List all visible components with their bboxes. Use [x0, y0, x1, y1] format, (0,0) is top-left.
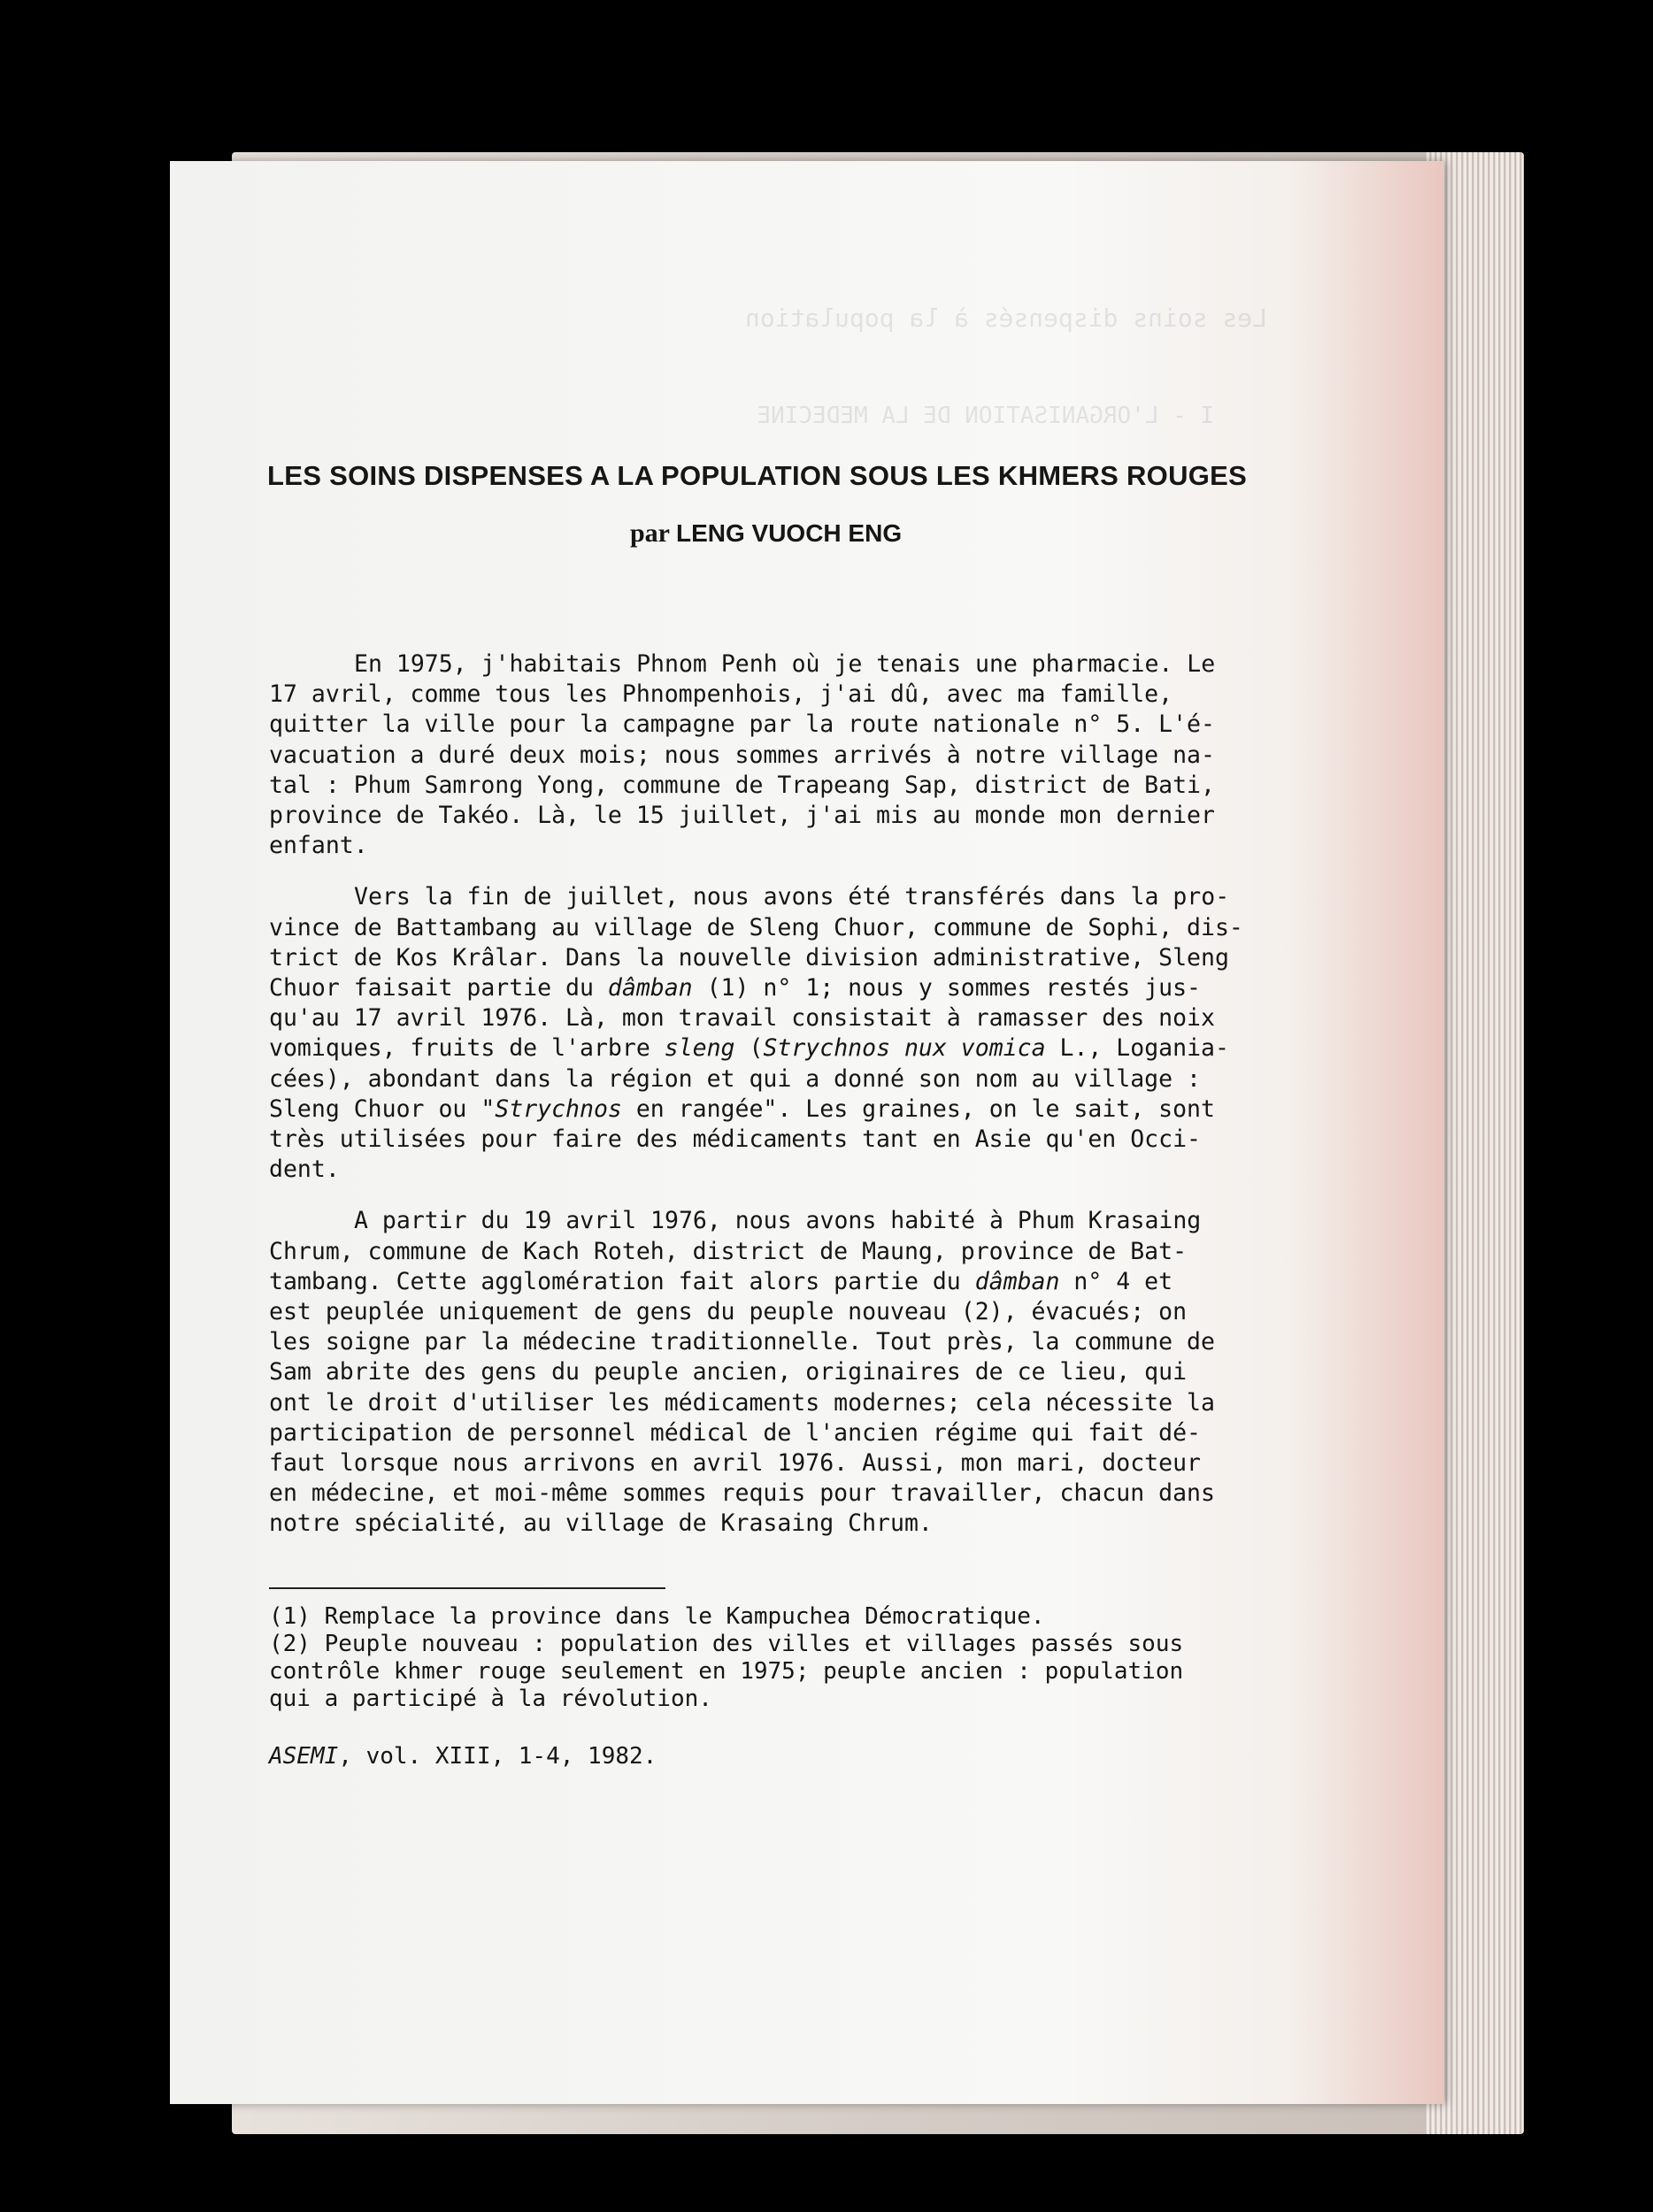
text-line: province de Takéo. Là, le 15 juillet, j'ai mis au monde mon dernier — [269, 802, 1215, 830]
footnote-line: (1) Remplace la province dans le Kampuchea Démocratique. — [269, 1603, 1045, 1630]
text-line: cées), abondant dans la région et qui a donné son nom au village : — [269, 1064, 1201, 1093]
book-page — [170, 161, 1444, 2104]
text-line: vomiques, fruits de l'arbre sleng (Strychnos nux vomica L., Logania- — [269, 1034, 1229, 1063]
footnote-line: (2) Peuple nouveau : population des villes et villages passés sous — [269, 1631, 1184, 1657]
journal-name: ASEMI — [269, 1743, 339, 1770]
footnote-rule — [269, 1587, 665, 1589]
text-line: très utilisées pour faire des médicaments tant en Asie qu'en Occi- — [269, 1125, 1201, 1154]
article-title: LES SOINS DISPENSES A LA POPULATION SOUS LES KHMERS ROUGES — [267, 460, 1248, 491]
text-line: Vers la fin de juillet, nous avons été transférés dans la pro- — [354, 883, 1230, 911]
footnotes — [269, 1603, 1216, 1713]
text-line: les soigne par la médecine traditionnelle. Tout près, la commune de — [269, 1328, 1215, 1356]
text-line: notre spécialité, au village de Krasaing Chrum. — [269, 1509, 933, 1538]
text-line: En 1975, j'habitais Phnom Penh où je tenais une pharmacie. Le — [354, 650, 1216, 678]
bleed-through-header: Les soins dispensés à la population — [744, 303, 1267, 333]
article-body — [269, 649, 1243, 1561]
text-line: 17 avril, comme tous les Phnompenhois, j'ai dû, avec ma famille, — [269, 680, 1173, 709]
text-line: trict de Kos Krâlar. Dans la nouvelle division administrative, Sleng — [269, 943, 1229, 972]
text-line: tambang. Cette agglomération fait alors partie du dâmban n° 4 et — [269, 1267, 1173, 1295]
text-line: faut lorsque nous arrivons en avril 1976. Aussi, mon mari, docteur — [269, 1449, 1201, 1478]
text-line: quitter la ville pour la campagne par la route nationale n° 5. L'é- — [269, 710, 1215, 739]
footnote-line: contrôle khmer rouge seulement en 1975; peuple ancien : population — [269, 1658, 1184, 1685]
text-line: en médecine, et moi-même sommes requis pour travailler, chacun dans — [269, 1479, 1215, 1508]
footnote-line: qui a participé à la révolution. — [269, 1686, 712, 1712]
article-author — [630, 518, 902, 549]
text-line: Chrum, commune de Kach Roteh, district de Maung, province de Bat- — [269, 1237, 1188, 1265]
paragraph — [269, 649, 1216, 861]
text-line: vacuation a duré deux mois; nous sommes arrivés à notre village na- — [269, 741, 1215, 769]
text-line: Chuor faisait partie du dâmban (1) n° 1; nous y sommes restés jus- — [269, 974, 1201, 1002]
text-line: Sleng Chuor ou "Strychnos en rangée". Les graines, on le sait, sont — [269, 1094, 1215, 1123]
text-line: Sam abrite des gens du peuple ancien, originaires de ce lieu, qui — [269, 1358, 1188, 1386]
journal-details: , vol. XIII, 1-4, 1982. — [338, 1743, 657, 1770]
text-line: enfant. — [269, 832, 368, 860]
text-line: A partir du 19 avril 1976, nous avons habité à Phum Krasaing — [354, 1207, 1202, 1235]
text-line: dent. — [269, 1156, 340, 1184]
text-line: tal : Phum Samrong Yong, commune de Trapeang Sap, district de Bati, — [269, 771, 1215, 799]
journal-citation — [269, 1743, 657, 1770]
text-line: vince de Battambang au village de Sleng Chuor, commune de Sophi, dis- — [269, 913, 1243, 941]
author-prefix: par — [630, 518, 670, 548]
paragraph — [269, 882, 1243, 1185]
author-name: LENG VUOCH ENG — [675, 519, 903, 547]
text-line: ont le droit d'utiliser les médicaments modernes; cela nécessite la — [269, 1388, 1215, 1417]
paragraph — [269, 1206, 1216, 1539]
text-line: qu'au 17 avril 1976. Là, mon travail consistait à ramasser des noix — [269, 1004, 1215, 1033]
bleed-through-section: I - L'ORGANISATION DE LA MEDECINE — [757, 403, 1214, 429]
text-line: participation de personnel médical de l'ancien régime qui fait dé- — [269, 1418, 1201, 1447]
text-line: est peuplée uniquement de gens du peuple nouveau (2), évacués; on — [269, 1298, 1188, 1326]
